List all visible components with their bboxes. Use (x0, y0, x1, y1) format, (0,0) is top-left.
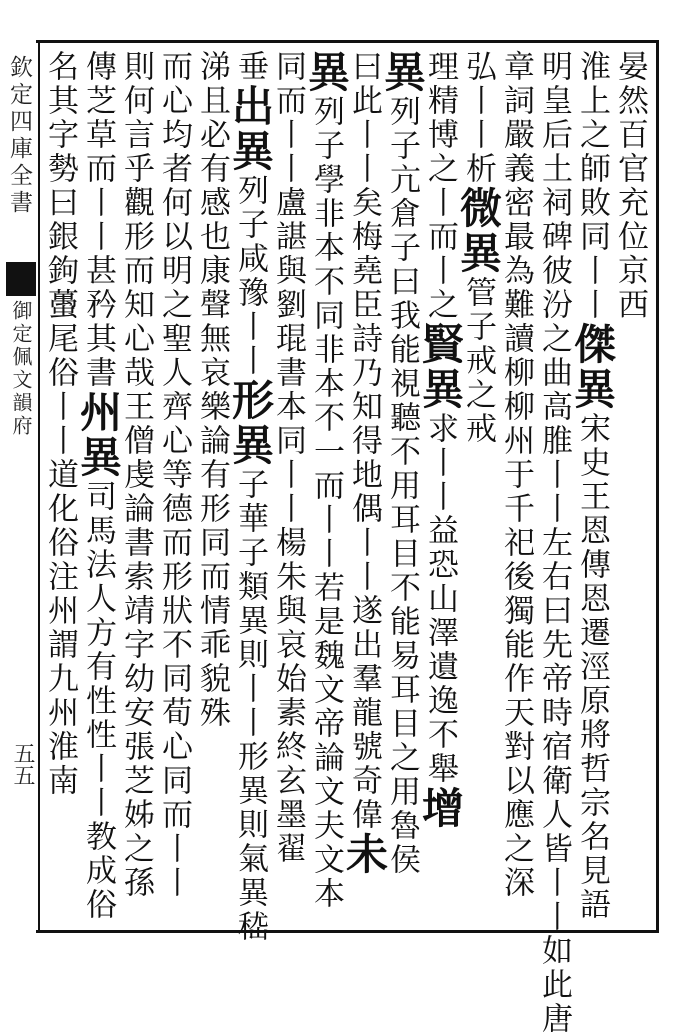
entry-headword: 州異 (74, 390, 123, 480)
entry-text: 管子戒之戒 (460, 276, 496, 446)
fishtail-mark (6, 262, 36, 296)
entry-text: 列子學非本不同非本不一而丨丨若是魏文帝論文夫文本 (308, 95, 344, 911)
entry-text: 淮上之師敗同丨丨 (574, 50, 610, 322)
entry-text: 子華子類異則丨丨形異則氣異嵇 (232, 468, 268, 944)
text-column (40, 50, 80, 930)
entry-text: 俗丨丨道化俗注州謂九州淮南 (42, 356, 78, 798)
entry-text: 宋史王恩傳恩遷涇原將哲宗名見語 (574, 412, 610, 922)
entry-text: 而心均者何以明之聖人齊心等德而形狀不同荀心同而丨丨 (156, 50, 192, 900)
entry-headword: 傑異 (568, 322, 617, 412)
text-column (610, 50, 650, 930)
entry-text: 列子亢倉子曰我能視聽不用耳目不能易耳目之用魯侯 (384, 95, 420, 877)
entry-headword: 異 (302, 50, 351, 95)
text-column (340, 50, 389, 930)
entry-text: 傳芝草而丨丨甚矜其書 (80, 50, 116, 390)
entry-text: 理精博 (422, 50, 458, 152)
text-column (226, 50, 275, 944)
entry-text: 弘丨丨析 (460, 50, 496, 186)
entry-text: 求丨丨益恐山澤遺逸不舉 (422, 412, 458, 786)
entry-text: 涕 (194, 50, 230, 84)
entry-headword: 形異 (226, 378, 275, 468)
entry-text: 司馬法人方有性性丨丨教成俗 (80, 480, 116, 922)
entry-text: 康聲無哀樂論有形同而情乖貌殊 (194, 254, 230, 730)
right-border (656, 40, 659, 933)
entry-text: 曰此丨丨矣梅堯臣詩乃知得地偶丨丨遂出羣龍號奇偉 (346, 50, 382, 832)
entry-headword: 出異 (226, 84, 275, 174)
entry-headword: 增 (416, 786, 465, 831)
page-number: 五五 (10, 742, 35, 786)
entry-headword: 微異 (454, 186, 503, 276)
entry-headword: 賢異 (416, 322, 465, 412)
entry-text: 名其字勢曰銀鉤蠆尾 (42, 50, 78, 356)
text-column (378, 50, 427, 930)
entry-text: 章詞嚴義密最為難讀柳柳州于千祀後獨能作天對以應之深 (498, 50, 534, 900)
text-column (496, 50, 536, 930)
entry-text: 則何言乎觀形而知心哉王僧虔論書索靖字幼安張芝姊之孫 (118, 50, 154, 900)
entry-text: 左右曰先帝時宿衛人皆丨丨如此唐 (536, 526, 572, 1036)
text-column (416, 50, 465, 930)
entry-headword: 異 (378, 50, 427, 95)
text-column (568, 50, 617, 930)
entry-text: 晏然百官充位京西 (612, 50, 648, 322)
book-title: 欽定四庫全書 (6, 55, 32, 217)
section-title: 御定佩文韻府 (9, 300, 33, 438)
entry-text: 且必有感也 (194, 84, 230, 254)
entry-text: 垂 (232, 50, 268, 84)
entry-text: 列子咸豫丨丨 (232, 174, 268, 378)
top-border (36, 40, 658, 43)
text-column (268, 50, 308, 930)
text-column (534, 50, 574, 1036)
text-column (302, 50, 351, 930)
text-column (192, 50, 232, 930)
text-column (154, 50, 194, 930)
text-column (116, 50, 156, 930)
entry-text: 之丨而丨之 (422, 152, 458, 322)
entry-text: 同而丨丨盧諶與劉琨書本同丨丨楊朱與哀始素終玄墨翟 (270, 50, 306, 866)
entry-text: 明皇后土祠碑彼汾之曲高脽丨丨 (536, 50, 572, 526)
entry-headword: 未 (340, 832, 389, 877)
text-column (74, 50, 123, 930)
